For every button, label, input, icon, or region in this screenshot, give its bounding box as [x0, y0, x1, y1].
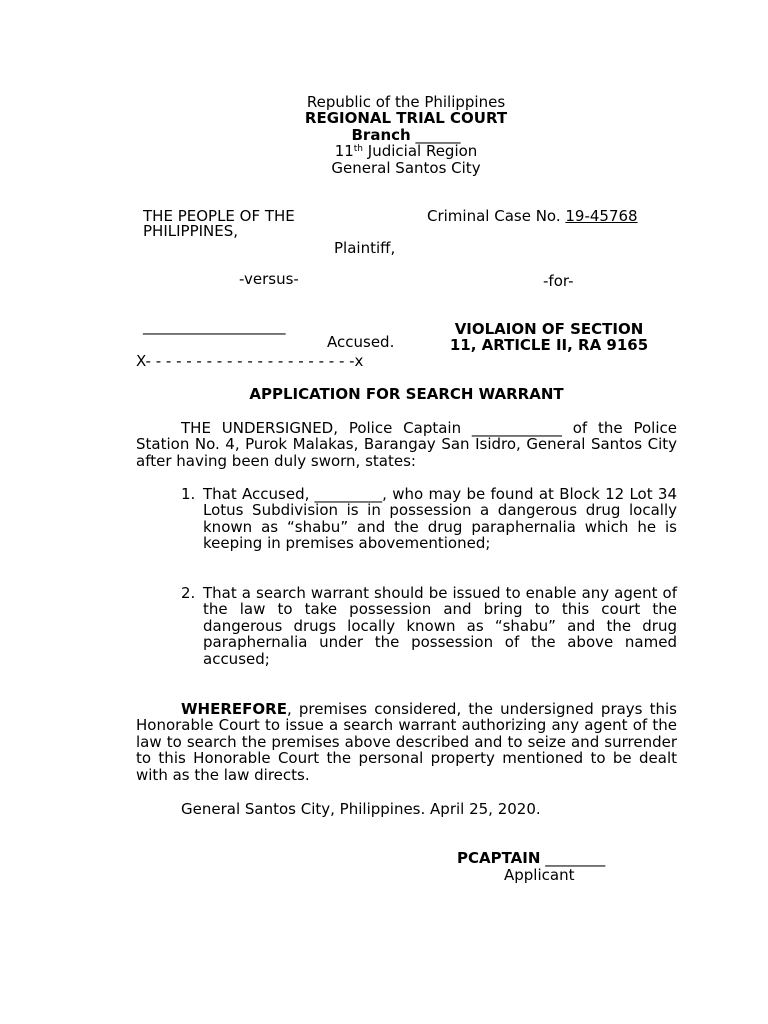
signature-name-blank: ________ — [545, 849, 606, 867]
plaintiff-role: Plaintiff, — [334, 239, 396, 257]
date-line: General Santos City, Philippines. April 25, 2020. — [181, 800, 541, 818]
court-name: REGIONAL TRIAL COURT — [304, 109, 508, 128]
republic-line: Republic of the Philippines — [306, 93, 506, 111]
city-line: General Santos City — [331, 158, 481, 177]
case-number: 19-45768 — [565, 207, 638, 225]
caption-separator: X- - - - - - - - - - - - - - - - - - - - -x — [136, 352, 364, 370]
branch-blank: ______ — [415, 125, 461, 144]
region-text: Judicial Region — [363, 142, 478, 161]
plaintiff-line-2: PHILIPPINES, — [143, 222, 239, 240]
case-number-line — [427, 208, 638, 224]
signature-name-line — [457, 850, 605, 866]
plaintiff-line-1: THE PEOPLE OF THE — [143, 207, 295, 225]
list-item-number: 2. — [181, 584, 196, 602]
wherefore-lead: WHEREFORE — [181, 700, 287, 718]
wherefore-text: , premises considered, the undersigned prays this Honorable Court to issue a search warrant authorizing any agent of the law to search the premises above described and to seize and surrender to this Honorable Court the personal property mentioned to be dealt with as the law directs. — [136, 700, 677, 784]
court-header — [200, 94, 612, 176]
branch-label: Branch — [351, 125, 411, 144]
branch-line — [200, 127, 612, 143]
case-label: Criminal Case No. — [427, 207, 566, 225]
signature-name-label: PCAPTAIN — [457, 849, 541, 867]
wherefore-paragraph — [136, 701, 677, 783]
for-label: -for- — [543, 272, 574, 290]
signature-role: Applicant — [504, 866, 575, 884]
intro-text: THE UNDERSIGNED, Police Captain ____________ of the Police Station No. 4, Purok Malakas, Barangay San Isidro, General Santos City after having been duly sworn, states: — [136, 419, 677, 470]
list-item-number: 1. — [181, 485, 196, 503]
offense-line-1: VIOLAION OF SECTION — [454, 320, 644, 338]
region-line — [200, 143, 612, 159]
document-title: APPLICATION FOR SEARCH WARRANT — [249, 385, 564, 403]
region-superscript: th — [353, 144, 364, 155]
accused-role: Accused. — [327, 333, 395, 351]
offense-line-2: 11, ARTICLE II, RA 9165 — [449, 336, 649, 354]
list-item-text: That a search warrant should be issued to enable any agent of the law to take possession and bring to this court the dangerous drugs locally known as “shabu” and the drug paraphernalia under the possession of the above named accused; — [203, 584, 677, 668]
list-item-text: That Accused, _________, who may be found at Block 12 Lot 34 Lotus Subdivision is in possession a dangerous drug locally known as “shabu” and the drug paraphernalia which he is keeping in premises abovementioned; — [203, 485, 677, 553]
accused-blank: ___________________ — [143, 317, 286, 335]
versus-label: -versus- — [239, 270, 299, 288]
intro-paragraph — [136, 420, 677, 469]
region-number: 11 — [334, 142, 354, 161]
